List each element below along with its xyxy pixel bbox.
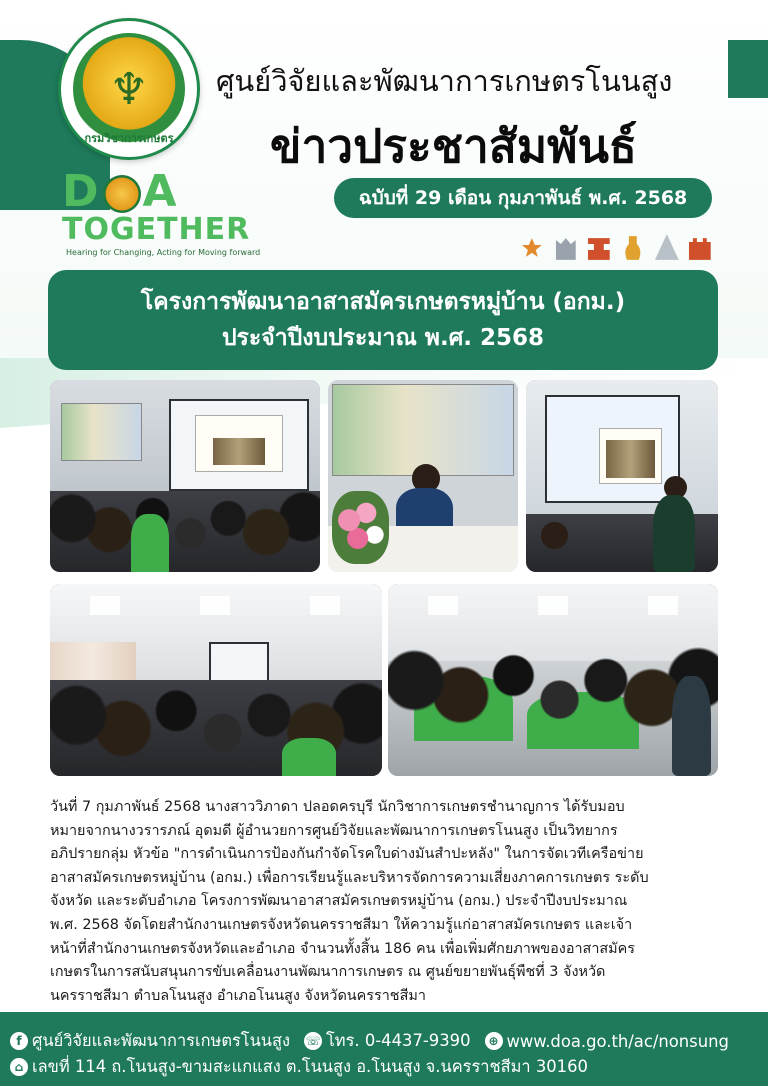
photo-slide bbox=[195, 415, 282, 471]
story-line: เกษตรในการสนับสนุนการขับเคลื่อนงานพัฒนาการเกษตร ณ ศูนย์ขยายพันธุ์พืชที่ 3 จังหวัด bbox=[50, 964, 606, 981]
photo-backdrop-banner bbox=[61, 403, 142, 461]
photo-presenter-body bbox=[653, 495, 695, 572]
cat-motif-icon bbox=[552, 232, 580, 262]
pr-title: ข่าวประชาสัมพันธ์ bbox=[270, 119, 638, 173]
photo-ceiling-lights bbox=[50, 596, 382, 615]
photo-standing-man bbox=[672, 676, 712, 776]
doa-logo bbox=[58, 18, 200, 160]
photo-lecture-room bbox=[50, 380, 320, 572]
photo-seated-audience bbox=[388, 642, 718, 738]
photo-audience bbox=[50, 488, 320, 565]
org-title: ศูนย์วิจัยและพัฒนาการเกษตรโนนสูง bbox=[216, 64, 673, 98]
website-link[interactable]: www.doa.go.th/ac/nonsung bbox=[506, 1031, 729, 1051]
pattern-motif-icon bbox=[585, 232, 613, 262]
doa-letter-a: A bbox=[142, 166, 179, 217]
story-line: วันที่ 7 กุมภาพันธ์ 2568 นางสาววิภาดา ปลอดครบุรี นักวิชาการเกษตรชำนาญการ ได้รับมอบ bbox=[50, 799, 625, 815]
vase-motif-icon bbox=[619, 232, 647, 262]
photo-slide-screen bbox=[545, 395, 679, 503]
project-title-banner bbox=[48, 270, 718, 370]
home-icon: ⌂ bbox=[10, 1058, 28, 1076]
logo-ring-text: กรมวิชาการเกษตร bbox=[84, 132, 174, 145]
phone-icon: ☏ bbox=[305, 1034, 321, 1048]
photo-hall-screen bbox=[209, 642, 269, 684]
photo-audience-green bbox=[388, 584, 718, 776]
photo-meeting-hall bbox=[50, 584, 382, 776]
story-line: นครราชสีมา ตำบลโนนสูง อำเภอโนนสูง จังหวัดนครราชสีมา bbox=[50, 987, 426, 1004]
project-title-line1: โครงการพัฒนาอาสาสมัครเกษตรหมู่บ้าน (อกม.) bbox=[140, 289, 626, 315]
facebook-icon[interactable]: f bbox=[10, 1032, 28, 1050]
news-story bbox=[50, 796, 722, 1008]
story-line: จังหวัด และระดับอำเภอ โครงการพัฒนาอาสาสมัครเกษตรหมู่บ้าน (อกม.) ประจำปีงบประมาณ bbox=[50, 893, 628, 910]
photo-audience-head bbox=[541, 522, 568, 549]
photo-hall-green-shirt bbox=[282, 738, 335, 776]
photo-slide-right bbox=[599, 428, 662, 484]
photo-speaker-desk bbox=[328, 380, 518, 572]
photo-flowers bbox=[332, 491, 389, 564]
footer-contact-row bbox=[10, 1028, 729, 1054]
facebook-page-name[interactable]: ศูนย์วิจัยและพัฒนาการเกษตรโนนสูง bbox=[32, 1031, 290, 1050]
photo-green-shirt bbox=[131, 514, 169, 572]
footer bbox=[0, 1012, 768, 1086]
story-line: อาสาสมัครเกษตรหมู่บ้าน (อกม.) เพื่อการเรียนรู้และบริหารจัดการความเสี่ยงภาคการเกษตร ระดับ bbox=[50, 869, 649, 886]
story-line: หน้าที่สำนักงานเกษตรจังหวัดและอำเภอ จำนวนทั้งสิ้น 186 คน เพื่อเพิ่มศักยภาพของอาสาสมัคร bbox=[50, 940, 636, 957]
story-line: พ.ศ. 2568 จัดโดยสำนักงานเกษตรจังหวัดนครราชสีมา ให้ความรู้แก่อาสาสมัครเกษตร และเจ้า bbox=[50, 916, 633, 933]
address-text: เลขที่ 114 ถ.โนนสูง-ขามสะแกแสง ต.โนนสูง อ.โนนสูง จ.นครราชสีมา 30160 bbox=[32, 1057, 588, 1076]
temple-motif-icon bbox=[653, 232, 681, 262]
castle-motif-icon bbox=[686, 232, 714, 262]
thai-motifs bbox=[518, 224, 714, 262]
together-word: TOGETHER bbox=[62, 212, 251, 247]
doa-tagline: Hearing for Changing, Acting for Moving forward bbox=[66, 248, 261, 257]
star-motif-icon bbox=[518, 232, 546, 262]
phone-number[interactable]: โทร. 0-4437-9390 bbox=[325, 1031, 471, 1050]
doa-letter-d: D bbox=[62, 166, 101, 217]
photo-room-lights bbox=[388, 596, 718, 615]
doa-together-logo bbox=[62, 166, 179, 217]
story-line: หมายจากนางวรารภณ์ อุดมดี ผู้อำนวยการศูนย์วิจัยและพัฒนาการเกษตรโนนสูง เป็นวิทยากร bbox=[50, 822, 618, 839]
issue-badge: ฉบับที่ 29 เดือน กุมภาพันธ์ พ.ศ. 2568 bbox=[334, 178, 712, 218]
photo-projection-screen bbox=[169, 399, 309, 491]
photo-event-backdrop bbox=[332, 384, 514, 476]
doa-emblem-icon bbox=[103, 175, 141, 213]
globe-icon: ⊕ bbox=[485, 1032, 503, 1050]
footer-address-row bbox=[10, 1054, 588, 1080]
story-line: อภิปรายกลุ่ม หัวข้อ "การดำเนินการป้องกันกำจัดโรคใบด่างมันสำปะหลัง" ในการจัดเวทีเครือข่าย bbox=[50, 846, 644, 863]
project-title-line2: ประจำปีงบประมาณ พ.ศ. 2568 bbox=[221, 325, 545, 351]
photo-presenter bbox=[526, 380, 718, 572]
logo-mark-icon: ♆ bbox=[109, 63, 149, 115]
